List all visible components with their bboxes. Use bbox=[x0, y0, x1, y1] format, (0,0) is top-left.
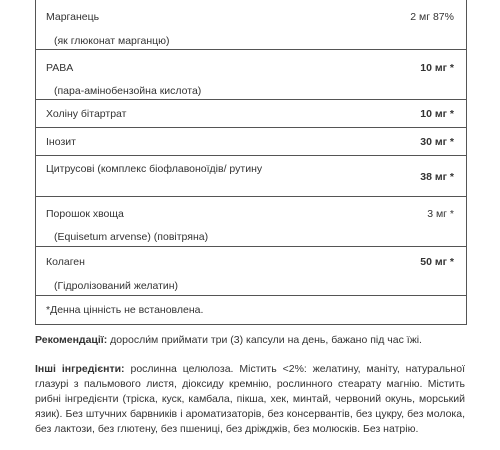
footnote-row bbox=[36, 296, 466, 324]
recommendation-paragraph bbox=[35, 333, 465, 348]
nutrient-name: Цитрусові (комплекс біофлавоноїдів/ рутину bbox=[46, 163, 263, 175]
table-row bbox=[36, 128, 466, 156]
table-row bbox=[36, 197, 466, 247]
nutrient-amount: 2 мг 87% bbox=[410, 11, 454, 23]
nutrient-amount: 38 мг * bbox=[420, 171, 454, 183]
table-row bbox=[36, 0, 466, 50]
table-row bbox=[36, 50, 466, 100]
table-row bbox=[36, 100, 466, 128]
nutrient-subname: (як глюконат марганцю) bbox=[54, 35, 170, 47]
nutrient-amount: 10 мг * bbox=[420, 108, 454, 120]
table-row bbox=[36, 156, 466, 197]
nutrient-subname: (пара-амінобензойна кислота) bbox=[54, 85, 202, 97]
nutrient-name: PABA bbox=[46, 62, 74, 74]
footnote-text: *Денна цінність не встановлена. bbox=[46, 304, 204, 316]
other-ingredients-paragraph bbox=[35, 362, 465, 437]
nutrient-amount: 3 мг * bbox=[427, 208, 454, 220]
nutrient-name: Колаген bbox=[46, 256, 85, 268]
nutrient-subname: (Гідролізований желатин) bbox=[54, 280, 179, 292]
nutrient-name: Порошок хвоща bbox=[46, 208, 124, 220]
other-ingredients-text: рослинна целюлоза. Містить <2%: желатину, маніту, натуральної глазурі з пальмового листя, діоксиду кремнію, рослинного стеарату магнію. Містить рибні інгредієнти (тріска, куск, камбала, пікша, хек, минтай, червоний окунь, морський язик). Без штучних барвників і ароматизаторів, без консервантів, без цукру, без молока, без лактози, без глютену, без пшениці, без дріжджів, без молюсків. Без натрію. bbox=[35, 363, 465, 435]
recommendation-label: Рекомендації: bbox=[35, 334, 108, 346]
nutrient-amount: 30 мг * bbox=[420, 136, 454, 148]
nutrient-amount: 50 мг * bbox=[420, 256, 454, 268]
nutrient-name: Марганець bbox=[46, 11, 100, 23]
nutrient-name: Холіну бітартрат bbox=[46, 108, 127, 120]
other-ingredients-label: Інші інгредієнти: bbox=[35, 363, 125, 375]
nutrient-subname: (Equisetum arvense) (повітряна) bbox=[54, 231, 209, 243]
nutrient-name: Інозит bbox=[46, 136, 76, 148]
nutrient-table bbox=[35, 0, 467, 325]
table-row bbox=[36, 247, 466, 296]
recommendation-text: доросли́м приймати три (3) капсули на день, бажано під час їжі. bbox=[107, 334, 422, 346]
nutrient-amount: 10 мг * bbox=[420, 62, 454, 74]
